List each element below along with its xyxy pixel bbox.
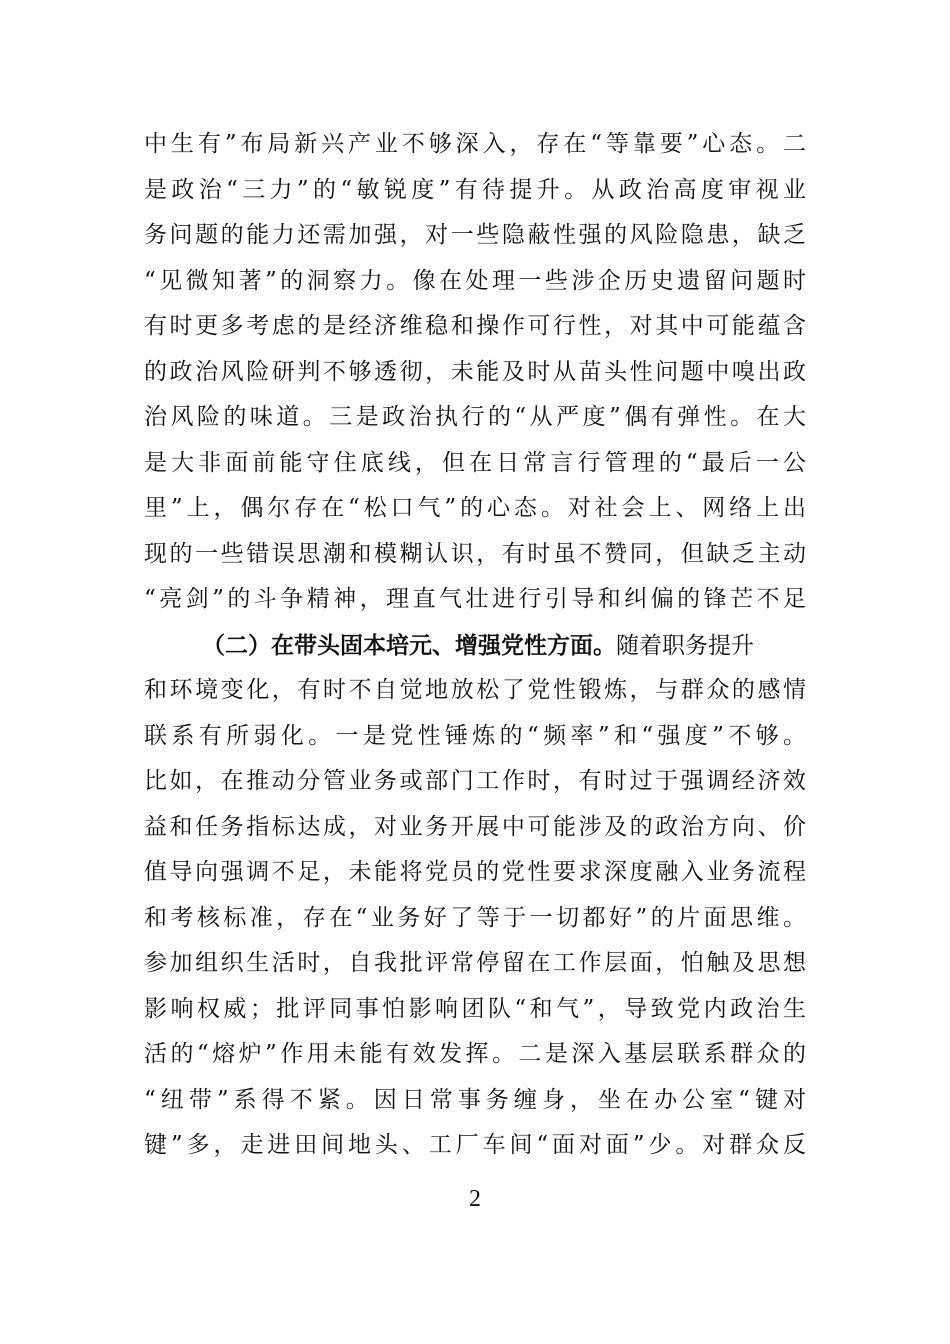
text-line: 活的“熔炉”作用未能有效发挥。二是深入基层联系群众的	[144, 1041, 806, 1067]
text-line: 和考核标准，存在“业务好了等于一切都好”的片面思维。	[144, 904, 806, 931]
text-line: 的政治风险研判不够透彻，未能及时从苗头性问题中嗅出政	[144, 358, 806, 385]
page-number: 2	[469, 1186, 481, 1212]
section-heading: （二）在带头固本培元、增强党性方面。	[202, 631, 616, 659]
text-line: 治风险的味道。三是政治执行的“从严度”偶有弹性。在大	[144, 404, 806, 430]
text-line: 里”上，偶尔存在“松口气”的心态。对社会上、网络上出	[144, 495, 806, 521]
section-heading-rest: 随着职务提升	[616, 632, 754, 659]
text-line: 值导向强调不足，未能将党员的党性要求深度融入业务流程	[144, 859, 806, 885]
text-line: 和环境变化，有时不自觉地放松了党性锻炼，与群众的感情	[144, 677, 806, 703]
text-line: 影响权威；批评同事怕影响团队“和气”，导致党内政治生	[144, 995, 806, 1022]
text-line: 是政治“三力”的“敏锐度”有待提升。从政治高度审视业	[144, 176, 806, 203]
text-line: 参加组织生活时，自我批评常停留在工作层面，怕触及思想	[144, 950, 806, 976]
section-heading-line	[144, 623, 806, 669]
text-line: “亮剑”的斗争精神，理直气壮进行引导和纠偏的锋芒不足	[144, 586, 806, 612]
text-line: “纽带”系得不紧。因日常事务缠身，坐在办公室“键对	[144, 1086, 806, 1113]
text-line: 益和任务指标达成，对业务开展中可能涉及的政治方向、价	[144, 813, 806, 840]
text-line: “见微知著”的洞察力。像在处理一些涉企历史遗留问题时	[144, 267, 806, 294]
text-line: 中生有”布局新兴产业不够深入，存在“等靠要”心态。二	[144, 131, 806, 157]
text-line: 现的一些错误思潮和模糊认识，有时虽不赞同，但缺乏主动	[144, 540, 806, 567]
text-line: 务问题的能力还需加强，对一些隐蔽性强的风险隐患，缺乏	[144, 222, 806, 248]
body-text	[144, 122, 806, 1169]
text-line: 是大非面前能守住底线，但在日常言行管理的“最后一公	[144, 449, 806, 476]
text-line: 键”多，走进田间地头、工厂车间“面对面”少。对群众反	[144, 1132, 806, 1158]
text-line: 比如，在推动分管业务或部门工作时，有时过于强调经济效	[144, 768, 806, 794]
text-line: 联系有所弱化。一是党性锤炼的“频率”和“强度”不够。	[144, 722, 806, 749]
text-line: 有时更多考虑的是经济维稳和操作可行性，对其中可能蕴含	[144, 313, 806, 339]
